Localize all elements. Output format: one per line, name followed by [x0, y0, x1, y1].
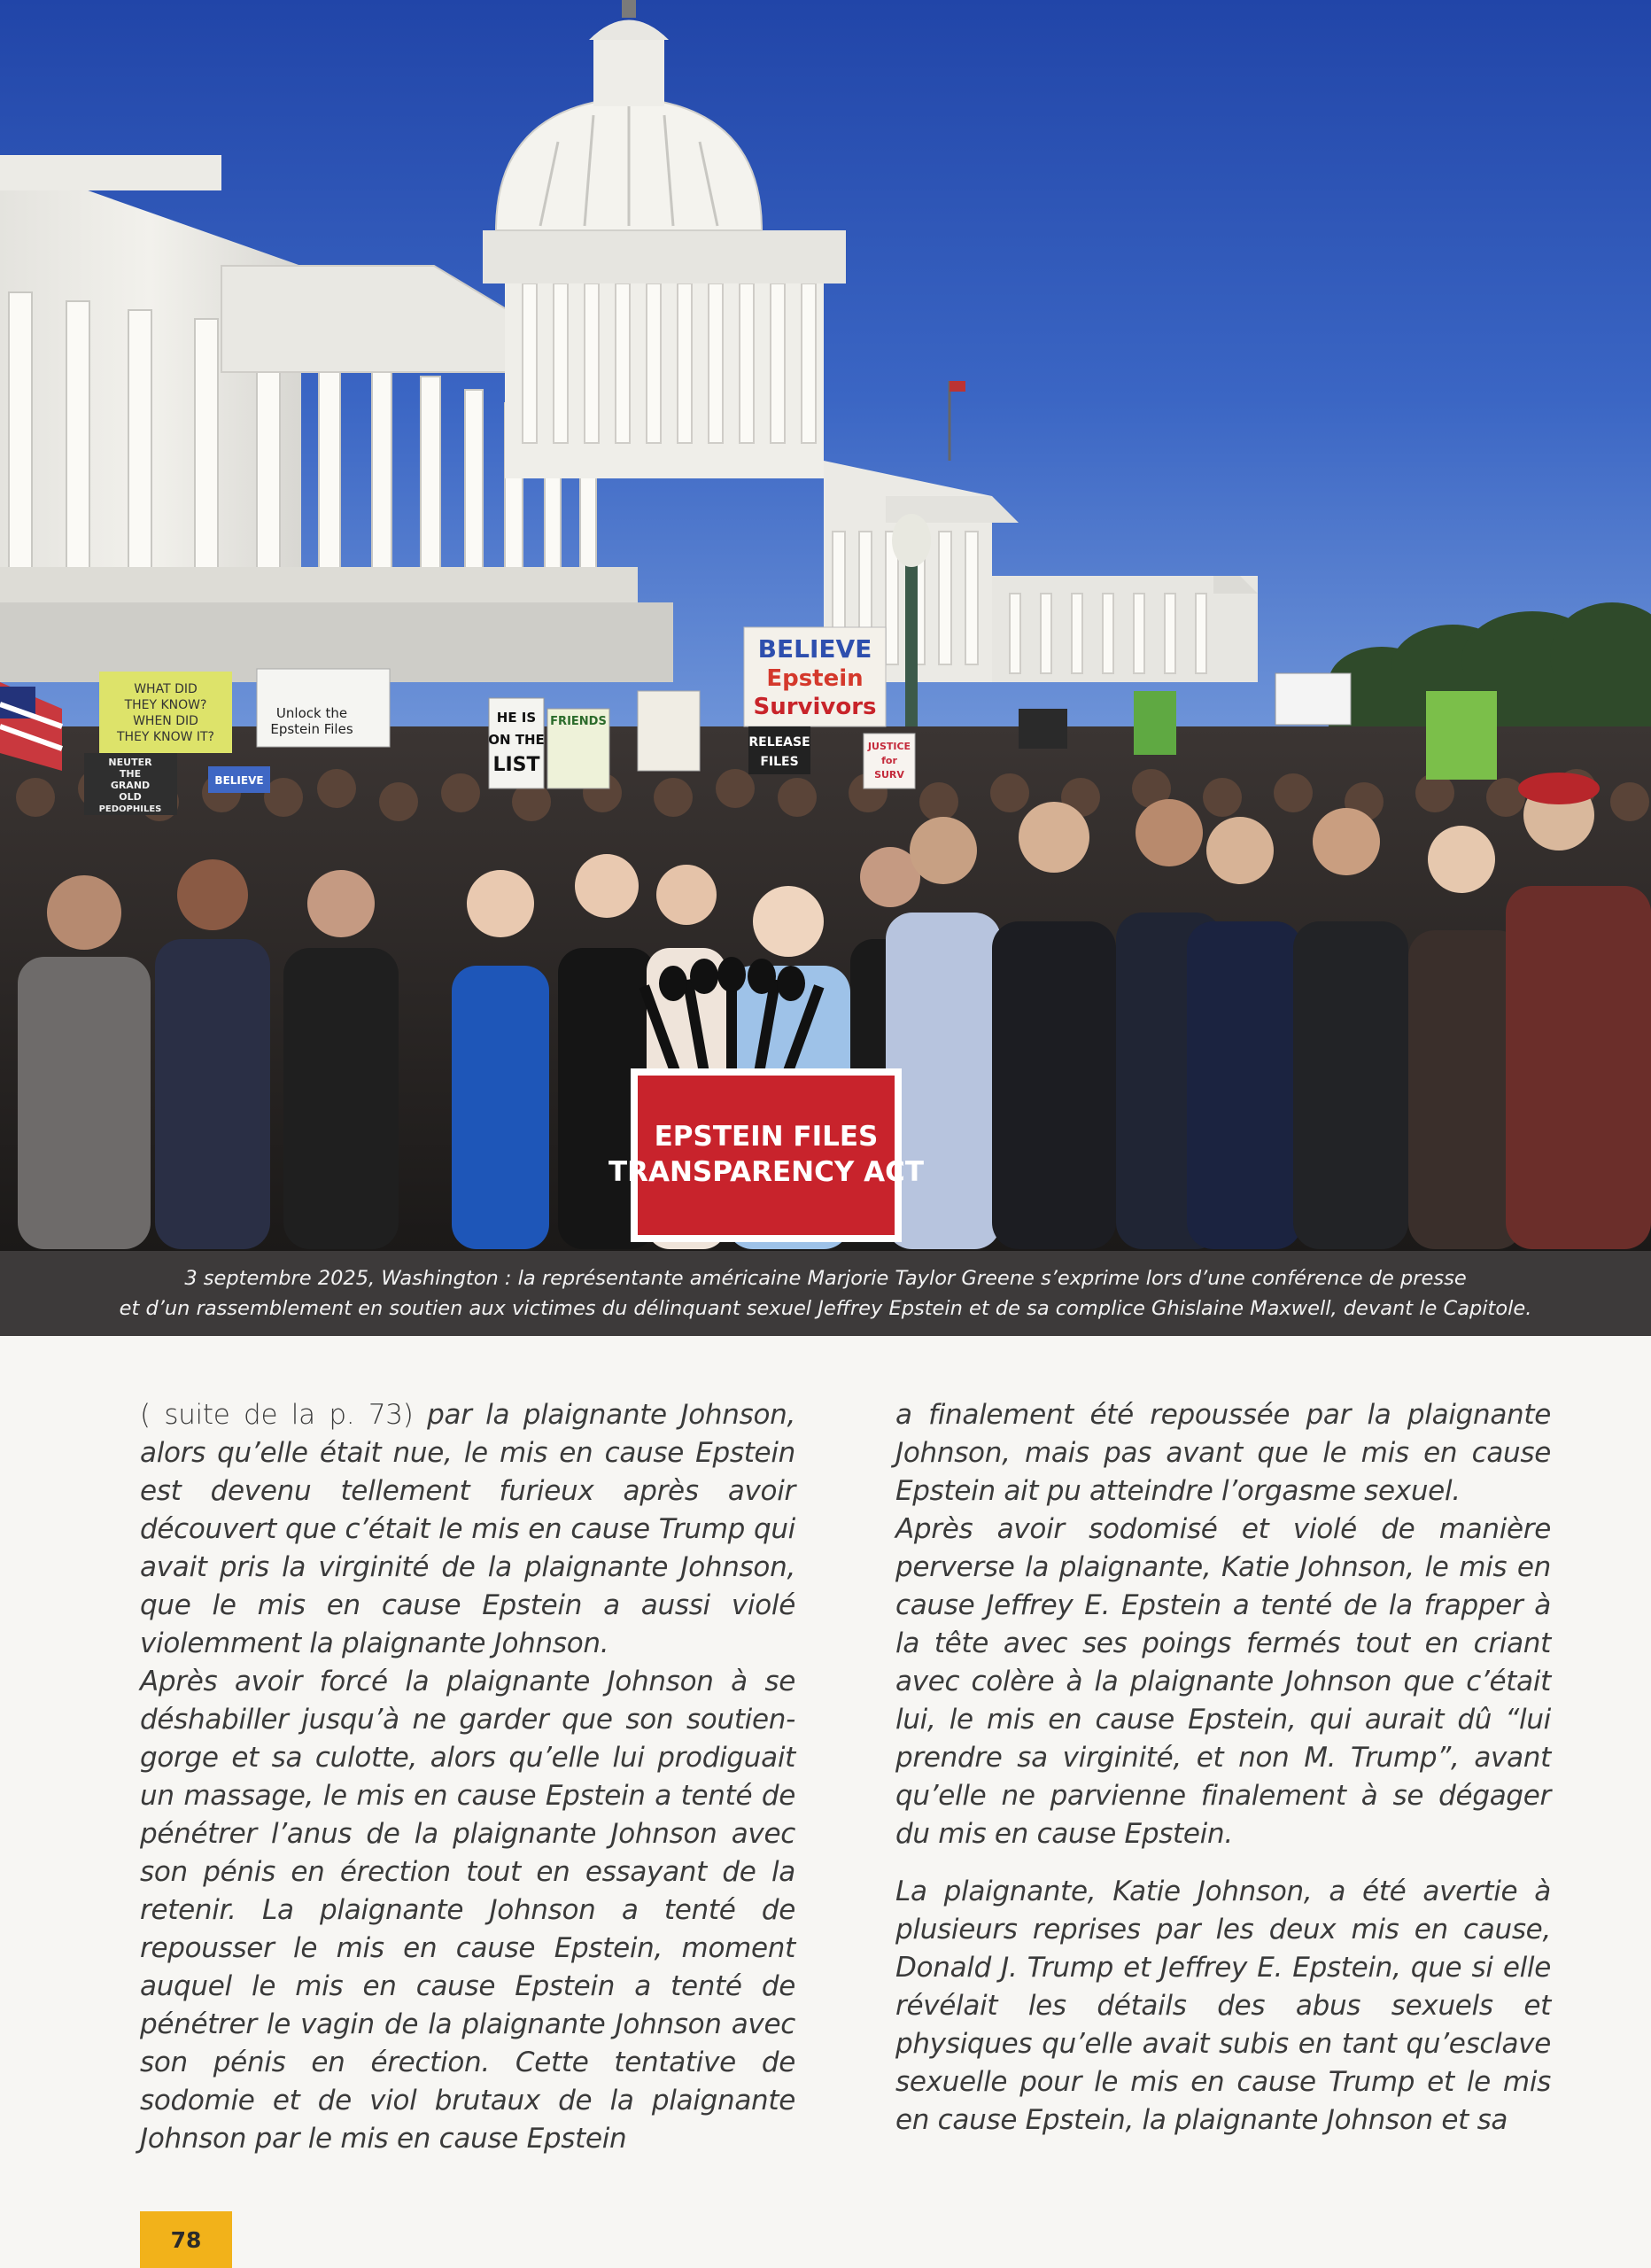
article-paragraph: a finalement été repoussée par la plaignante Johnson, mais pas avant que le mis en cause Epstein ait pu atteindre l’orgasme sexuel.: [895, 1399, 1551, 1507]
svg-text:THEY KNOW IT?: THEY KNOW IT?: [116, 730, 215, 744]
caption-line-1: 3 septembre 2025, Washington : la représentante américaine Marjorie Taylor Greene s’exprime lors d’une conférence de presse: [184, 1267, 1467, 1290]
svg-text:GRAND: GRAND: [110, 780, 151, 791]
sign-he-is-on-the-list: [488, 698, 545, 788]
article-paragraph: Après avoir forcé la plaignante Johnson à se déshabiller jusqu’à ne garder que son soutien-gorge et sa culotte, alors qu’elle lui prodiguait un massage, le mis en cause Epstein a tenté de pénétrer l’anus de la plaignante Johnson avec son pénis en érection tout en essayant de la retenir. La plaignante Johnson a tenté de repousser le mis en cause Epstein, moment auquel le mis en cause Epstein a tenté de pénétrer le vagin de la plaignante Johnson avec son pénis en érection. Cette tentative de sodomie et de viol brutaux de la plaignante Johnson par le mis en cause Epstein: [140, 1666, 795, 2155]
page-number: 78: [140, 2211, 232, 2268]
svg-text:RELEASE: RELEASE: [748, 735, 810, 750]
paragraph-text: par la plaignante Johnson, alors qu’elle était nue, le mis en cause Epstein est devenu tellement furieux après avoir découvert que c’était le mis en cause Trump qui avait pris la virginité de la plaignante Johnson, que le mis en cause Epstein a aussi violé violemment la plaignante Johnson.: [140, 1399, 796, 1659]
sign-justice: [864, 734, 915, 788]
article-paragraph: La plaignante, Katie Johnson, a été avertie à plusieurs reprises par les deux mis en cause, Donald J. Trump et Jeffrey E. Epstein, que si elle révélait les détails des abus sexuels et physiques qu’elle avait subis en tant qu’esclave sexuelle pour le mis en cause Trump et le mis en cause Epstein, la plaignante Johnson et sa: [895, 1876, 1551, 2136]
svg-text:BELIEVE: BELIEVE: [214, 774, 264, 787]
svg-text:for: for: [881, 755, 897, 766]
svg-text:WHAT DID: WHAT DID: [134, 682, 198, 696]
svg-text:WHEN DID: WHEN DID: [133, 714, 198, 728]
sign-neuter: [84, 753, 177, 815]
svg-text:OLD: OLD: [119, 791, 142, 803]
sign-believe-survivors: [744, 627, 886, 726]
svg-text:PEDOPHILES: PEDOPHILES: [98, 804, 162, 814]
sign-friends: [547, 709, 609, 788]
article-paragraph: Après avoir sodomisé et violé de manière perverse la plaignante, Katie Johnson, le mis en cause Jeffrey E. Epstein a tenté de la frapper à la tête avec ses poings fermés tout en criant avec colère à la plaignante Johnson que c’était lui, le mis en cause Epstein, qui aurait dû “lui prendre sa virginité, et non M. Trump”, avant qu’elle ne parvienne finalement à se dégager du mis en cause Epstein.: [895, 1513, 1551, 1850]
svg-text:SURV: SURV: [874, 769, 904, 781]
svg-text:JUSTICE: JUSTICE: [867, 741, 911, 752]
article-paragraph: [140, 1396, 795, 1663]
svg-text:THEY KNOW?: THEY KNOW?: [124, 698, 207, 712]
caption-line-2: et d’un rassemblement en soutien aux victimes du délinquant sexuel Jeffrey Epstein et de sa complice Ghislaine Maxwell, devant le Capitole.: [119, 1297, 1532, 1320]
sign-release-files: [748, 726, 810, 774]
svg-text:THE: THE: [119, 768, 142, 780]
sign-unlock: [257, 669, 390, 747]
svg-text:FRIENDS: FRIENDS: [550, 715, 607, 728]
svg-text:NEUTER: NEUTER: [108, 757, 152, 768]
continuation-note: ( suite de la p. 73): [140, 1399, 414, 1431]
article-column-left: [140, 1396, 795, 2158]
svg-text:Epstein Files: Epstein Files: [270, 721, 353, 737]
svg-text:HE IS: HE IS: [496, 710, 537, 726]
podium-line1: EPSTEIN FILES: [654, 1121, 879, 1153]
sign-believe-line2: Epstein: [766, 665, 864, 692]
photo-caption: [0, 1251, 1651, 1336]
podium-line2: TRANSPARENCY ACT: [608, 1156, 925, 1188]
sign-believe-line1: BELIEVE: [757, 634, 872, 664]
sign-believe-small: [208, 766, 270, 793]
sign-what-did: [99, 672, 232, 753]
svg-text:FILES: FILES: [760, 755, 799, 769]
sign-believe-line3: Survivors: [753, 694, 877, 720]
svg-text:Unlock the: Unlock the: [275, 705, 348, 721]
podium-sign: [608, 1068, 924, 1242]
svg-text:ON THE: ON THE: [488, 732, 545, 748]
svg-text:LIST: LIST: [492, 754, 540, 776]
article-column-right: [895, 1396, 1551, 2140]
